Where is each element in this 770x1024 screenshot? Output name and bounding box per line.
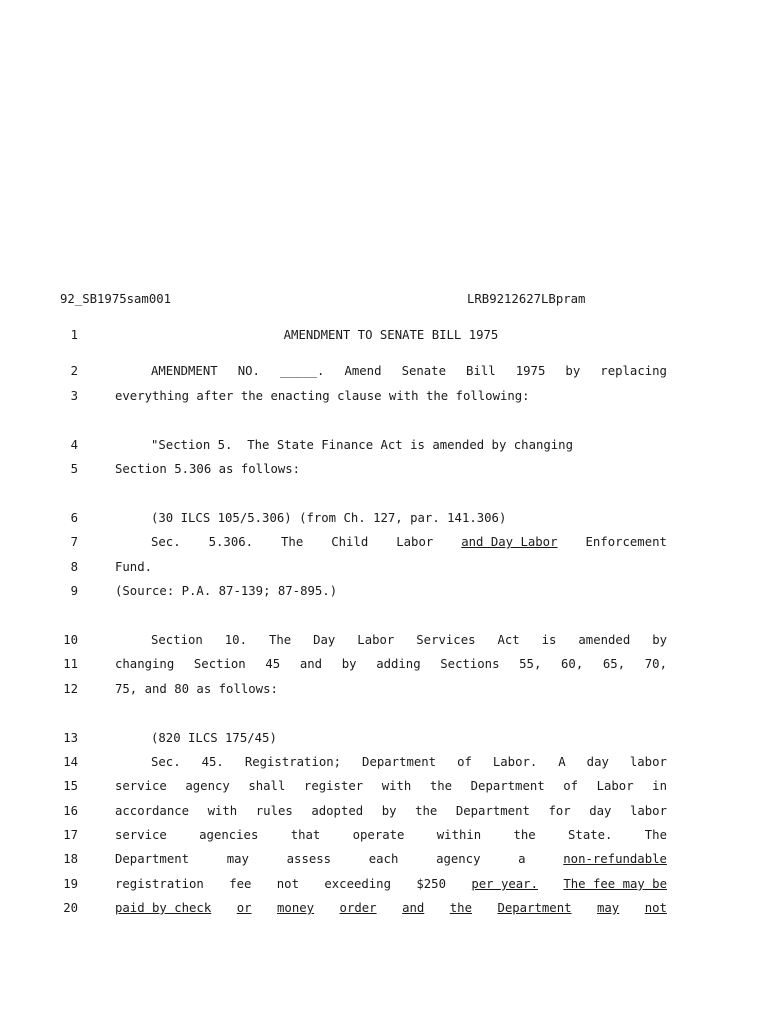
word: Department	[115, 852, 190, 866]
word: 70,	[644, 657, 667, 671]
word: 1975	[515, 364, 546, 378]
word: Labor	[357, 633, 395, 647]
inserted-text: per year.	[471, 877, 538, 891]
word: service	[115, 779, 167, 793]
line-text	[151, 535, 667, 549]
word: State.	[568, 828, 613, 842]
word: Child	[331, 535, 369, 549]
word: of	[457, 755, 472, 769]
word: fee	[229, 877, 252, 891]
line-text: everything after the enacting clause with the following:	[115, 389, 530, 403]
word: by	[341, 657, 357, 671]
line	[0, 804, 770, 820]
line	[0, 328, 770, 344]
line-text: 75, and 80 as follows:	[115, 682, 278, 696]
line	[0, 633, 770, 649]
word: accordance	[115, 804, 190, 818]
line-number: 2	[70, 364, 78, 378]
word: 45.	[201, 755, 224, 769]
line-text: (30 ILCS 105/5.306) (from Ch. 127, par. 141.306)	[151, 511, 507, 525]
line	[0, 657, 770, 673]
inserted-text: non-refundable	[563, 852, 667, 866]
line-text	[115, 852, 667, 866]
word: Department	[455, 804, 530, 818]
inserted-line-text	[115, 901, 667, 915]
line-number: 13	[63, 731, 78, 745]
word: of	[563, 779, 579, 793]
word: agencies	[199, 828, 259, 842]
word: rules	[255, 804, 293, 818]
word: exceeding	[324, 877, 391, 891]
word: 10.	[224, 633, 247, 647]
line-text: (820 ILCS 175/45)	[151, 731, 277, 745]
word: the	[513, 828, 536, 842]
line-number: 12	[63, 682, 78, 696]
line	[0, 682, 770, 698]
line-text: Fund.	[115, 560, 153, 574]
word: Enforcement	[585, 535, 667, 549]
word: Senate	[401, 364, 446, 378]
line	[0, 535, 770, 551]
line	[0, 901, 770, 917]
line-number: 9	[70, 584, 78, 598]
line-text: "Section 5. The State Finance Act is amended by changing	[151, 438, 573, 452]
word: The	[268, 633, 292, 647]
word: and	[402, 901, 425, 915]
word: shall	[248, 779, 286, 793]
word: for	[548, 804, 571, 818]
line	[0, 511, 770, 527]
word: The	[644, 828, 667, 842]
line	[0, 560, 770, 576]
word: 65,	[602, 657, 626, 671]
line-number: 8	[70, 560, 78, 574]
word: with	[381, 779, 412, 793]
word: Section	[193, 657, 246, 671]
word: a	[518, 852, 526, 866]
line	[0, 731, 770, 747]
line-number: 19	[63, 877, 78, 891]
word: Labor.	[492, 755, 538, 769]
word: not	[644, 901, 667, 915]
line-text	[151, 364, 667, 378]
word: assess	[286, 852, 332, 866]
line-number: 14	[63, 755, 78, 769]
line	[0, 438, 770, 454]
line	[0, 364, 770, 380]
word: A	[558, 755, 566, 769]
line-number: 10	[63, 633, 78, 647]
line	[0, 852, 770, 868]
document-id: 92_SB1975sam001	[60, 292, 172, 306]
word: or	[236, 901, 252, 915]
word: by	[652, 633, 667, 647]
word: Section	[151, 633, 203, 647]
word: Labor	[596, 779, 634, 793]
line-number: 7	[70, 535, 78, 549]
word: adopted	[311, 804, 364, 818]
word: adding	[376, 657, 421, 671]
word: Department	[497, 901, 572, 915]
line-number: 3	[70, 389, 78, 403]
word: order	[339, 901, 377, 915]
word: the	[429, 779, 453, 793]
word: changing	[115, 657, 175, 671]
line-text	[115, 804, 667, 818]
word: Amend	[344, 364, 382, 378]
word: agency	[185, 779, 230, 793]
word: Department	[362, 755, 437, 769]
word: that	[290, 828, 321, 842]
word: 45	[265, 657, 281, 671]
line-number: 17	[63, 828, 78, 842]
line-number: 16	[63, 804, 78, 818]
line-number: 6	[70, 511, 78, 525]
word: 55,	[519, 657, 542, 671]
line	[0, 755, 770, 771]
line-number: 15	[63, 779, 78, 793]
line-number: 5	[70, 462, 78, 476]
word: paid by check	[115, 901, 212, 915]
word: Day	[313, 633, 336, 647]
word: Registration;	[244, 755, 342, 769]
word: amended	[578, 633, 631, 647]
word: NO.	[237, 364, 260, 378]
word: _____.	[279, 364, 325, 378]
line	[0, 779, 770, 795]
word: 60,	[561, 657, 584, 671]
line	[0, 828, 770, 844]
word: by	[565, 364, 581, 378]
word: in	[652, 779, 667, 793]
word: Act	[497, 633, 520, 647]
line	[0, 584, 770, 600]
word: not	[276, 877, 299, 891]
line-text: Section 5.306 as follows:	[115, 462, 301, 476]
amendment-title: AMENDMENT TO SENATE BILL 1975	[283, 328, 499, 342]
word: labor	[629, 804, 667, 818]
word: replacing	[600, 364, 667, 378]
word: Bill	[466, 364, 496, 378]
line	[0, 389, 770, 405]
word: within	[436, 828, 482, 842]
word: Sec.	[151, 535, 181, 549]
lrb-number: LRB9212627LBpram	[467, 292, 586, 306]
line-text	[115, 779, 667, 793]
word: Labor	[396, 535, 434, 549]
line	[0, 877, 770, 893]
word: labor	[629, 755, 667, 769]
word: 5.306.	[208, 535, 254, 549]
line-text	[115, 828, 667, 842]
inserted-text: and Day Labor	[461, 535, 558, 549]
word: AMENDMENT	[151, 364, 218, 378]
word: Sec.	[151, 755, 181, 769]
word: registration	[115, 877, 204, 891]
word: day	[589, 804, 612, 818]
word: Services	[416, 633, 476, 647]
line-text	[151, 755, 667, 769]
word: agency	[436, 852, 481, 866]
word: The	[281, 535, 304, 549]
word: may	[597, 901, 620, 915]
line-number: 11	[63, 657, 78, 671]
word: the	[449, 901, 472, 915]
word: is	[541, 633, 557, 647]
word: with	[207, 804, 238, 818]
word: Department	[470, 779, 545, 793]
word: by	[381, 804, 397, 818]
line-number: 18	[63, 852, 78, 866]
word: register	[303, 779, 364, 793]
word: each	[368, 852, 399, 866]
line-text	[115, 877, 667, 891]
word: money	[277, 901, 315, 915]
line-text: (Source: P.A. 87-139; 87-895.)	[115, 584, 338, 598]
line-text	[151, 633, 667, 647]
word: operate	[352, 828, 405, 842]
word: Sections	[440, 657, 500, 671]
word: the	[415, 804, 438, 818]
word: may	[226, 852, 249, 866]
inserted-text: The fee may be	[563, 877, 667, 891]
line-number: 20	[63, 901, 78, 915]
line-number: 4	[70, 438, 78, 452]
word: and	[299, 657, 323, 671]
word: $250	[416, 877, 446, 891]
line	[0, 462, 770, 478]
line-text	[115, 657, 667, 671]
word: day	[586, 755, 609, 769]
line-number: 1	[70, 328, 78, 342]
word: service	[115, 828, 167, 842]
